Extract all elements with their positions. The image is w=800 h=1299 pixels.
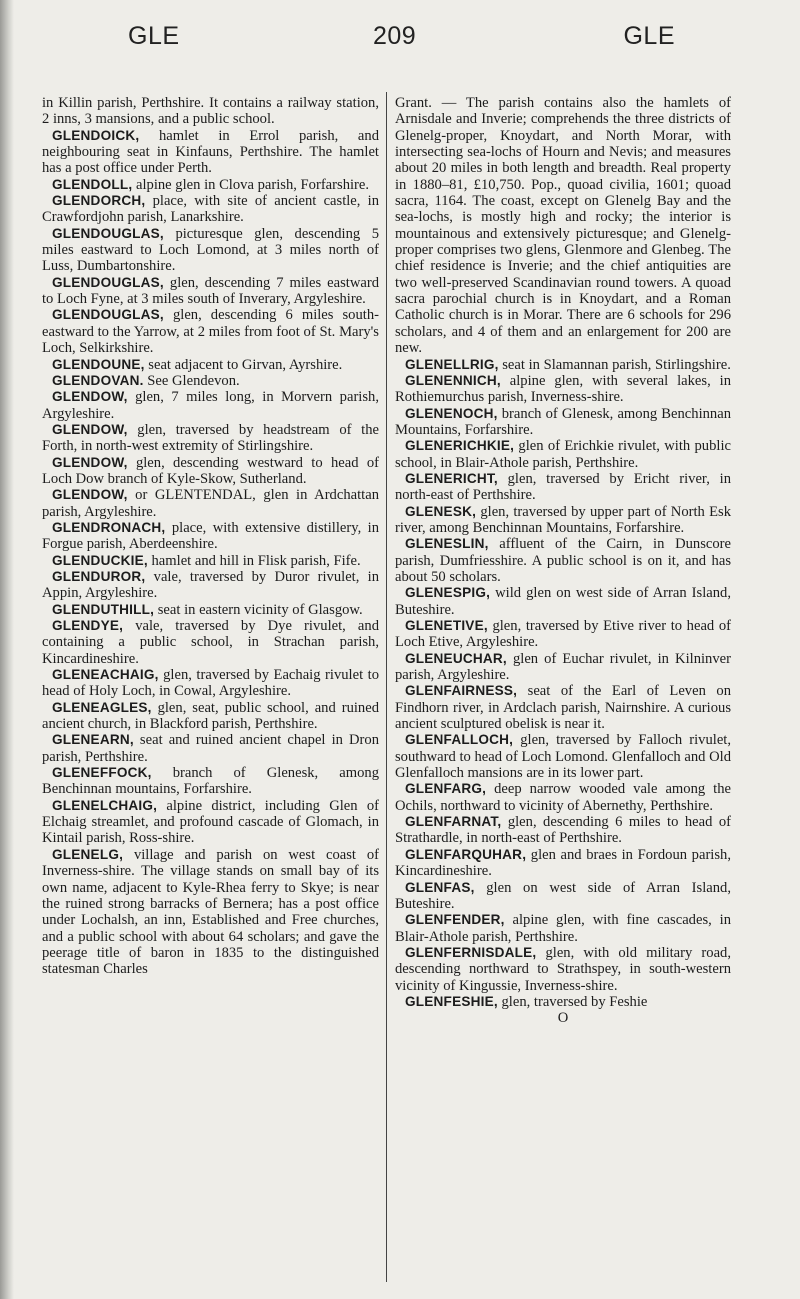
entry-text: branch of Glenesk, among Benchinnan mountains, Forfarshire.	[42, 765, 379, 798]
entry-text: glen, traversed by upper part of North Esk river, among Benchinnan Mountains, Forfarshire.	[395, 503, 731, 536]
entry-text: glen, traversed by headstream of the Forth, in north-west extremity of Stirlingshire.	[42, 421, 379, 455]
gazetteer-entry	[395, 95, 731, 357]
entry-text: seat and ruined ancient chapel in Dron parish, Perthshire.	[42, 732, 379, 765]
entry-headword: GLENEARN,	[52, 732, 134, 748]
entry-headword: GLENERICHT,	[405, 470, 498, 486]
entry-text: village and parish on west coast of Inverness-shire. The village stands on small bay of its own name, adjacent to Kyle-Rhea ferry to Skye; is near the ruined strong barracks of Bernera; has a post office under Lochalsh, an inn, Established and Free churches, and a public school with about 64 scholars; and gave the peerage title of baron in 1835 to the distinguished statesman Charles	[42, 846, 379, 978]
entry-text: wild glen on west side of Arran Island, Buteshire.	[395, 585, 731, 618]
gazetteer-entry	[395, 945, 731, 994]
entry-text: deep narrow wooded vale among the Ochils, northward to vicinity of Abernethy, Perthshire.	[395, 781, 731, 814]
entry-headword: GLENETIVE,	[405, 618, 488, 633]
entry-headword: GLENDOUGLAS,	[52, 274, 164, 290]
entry-headword: GLENFARNAT,	[405, 814, 502, 830]
entry-text: seat adjacent to Girvan, Ayrshire.	[144, 356, 343, 373]
entry-text: Grant. — The parish contains also the hamlets of Arnisdale and Inverie; comprehends the three districts of Glenelg-proper, Knoydart, and North Morar, with intersecting sea-lochs of Hourn and Nevis; and measures about 20 miles in both length and breadth. Real property in 1880–81, £10,750. Pop., quoad civilia, 1601; quoad sacra, 1164. The coast, except on Glenelg Bay and the sea-lochs, is mostly high and rocky; the interior is mountainous and extensively picturesque; and Glenelg-proper comprises two glens, Glenmore and Glenbeg. The chief residence is Inverie; and the chief antiquities are two well-preserved Scandinavian round towers. A quoad sacra parochial church is in Knoydart, and a Roman Catholic church is in Morar. There are 6 schools for 296 scholars, and 4 of them and an enlargement for 200 are new.	[395, 95, 731, 357]
entry-headword: GLENESLIN,	[405, 536, 489, 552]
gazetteer-entry	[42, 798, 379, 847]
entry-headword: GLENESPIG,	[405, 585, 491, 601]
right-column	[395, 95, 731, 1295]
entry-text: seat in eastern vicinity of Glasgow.	[154, 601, 363, 618]
entry-text: glen, traversed by Feshie	[497, 993, 648, 1010]
gazetteer-entry	[395, 814, 731, 847]
entry-headword: GLENFENDER,	[405, 912, 505, 928]
gazetteer-entry	[395, 504, 731, 537]
gazetteer-entry	[42, 732, 379, 765]
entry-text: or GLENTENDAL, glen in Ardchattan parish, Argyleshire.	[42, 487, 379, 520]
gazetteer-entry	[395, 406, 731, 439]
entry-headword: GLENENNICH,	[405, 372, 501, 388]
entry-headword: GLENELLRIG,	[405, 356, 499, 372]
gazetteer-entry	[42, 275, 379, 308]
entry-headword: GLENEACHAIG,	[52, 667, 159, 683]
gazetteer-entry	[395, 373, 731, 406]
entry-headword: GLENELG,	[52, 846, 124, 862]
gazetteer-entry	[395, 781, 731, 814]
entry-headword: GLENDUCKIE,	[52, 552, 148, 568]
gazetteer-entry	[395, 732, 731, 781]
entry-text: hamlet in Errol parish, and neighbouring seat in Kinfauns, Perthshire. The hamlet has a post office under Perth.	[42, 127, 379, 177]
header-left-guideword: GLE	[128, 22, 180, 50]
gazetteer-entry	[42, 553, 379, 569]
gazetteer-entry	[395, 847, 731, 880]
gazetteer-entry	[42, 618, 379, 667]
gazetteer-entry	[395, 912, 731, 945]
running-header	[40, 22, 775, 62]
gazetteer-entry	[395, 471, 731, 504]
entry-text: glen, descending 6 miles south-eastward to the Yarrow, at 2 miles from foot of St. Mary's Loch, Selkirkshire.	[42, 307, 379, 357]
gazetteer-entry	[42, 569, 379, 602]
gazetteer-entry	[42, 373, 379, 389]
entry-text: alpine district, including Glen of Elchaig streamlet, and profound cascade of Glomach, in Kintail parish, Ross-shire.	[42, 797, 379, 847]
entry-headword: GLENDUROR,	[52, 568, 146, 584]
gazetteer-entry	[395, 357, 731, 373]
entry-text: alpine glen, with several lakes, in Rothiemurchus parish, Inverness-shire.	[395, 372, 731, 406]
gazetteer-entry	[395, 880, 731, 913]
entry-text: in Killin parish, Perthshire. It contains a railway station, 2 inns, 3 mansions, and a public school.	[42, 95, 379, 128]
gazetteer-entry	[42, 95, 379, 128]
entry-headword: GLENEAGLES,	[52, 699, 152, 715]
entry-text: glen, 7 miles long, in Morvern parish, Argyleshire.	[42, 389, 379, 422]
gazetteer-entry	[395, 438, 731, 471]
gazetteer-entry	[395, 994, 731, 1010]
entry-text: glen, traversed by Eachaig rivulet to head of Holy Loch, in Cowal, Argyleshire.	[42, 667, 379, 700]
gazetteer-entry	[42, 455, 379, 488]
entry-text: branch of Glenesk, among Benchinnan Mountains, Forfarshire.	[395, 405, 731, 438]
header-right-guideword: GLE	[623, 22, 675, 50]
gazetteer-entry	[42, 307, 379, 356]
entry-text: glen, traversed by Ericht river, in north-east of Perthshire.	[395, 470, 731, 504]
entry-text: glen of Euchar rivulet, in Kilninver parish, Argyleshire.	[395, 650, 731, 684]
entry-headword: GLENDOLL,	[52, 176, 133, 192]
entry-text: glen on west side of Arran Island, Buteshire.	[395, 879, 731, 912]
entry-text: glen, traversed by Etive river to head of Loch Etive, Argyleshire.	[395, 618, 731, 651]
entry-headword: GLENEFFOCK,	[52, 765, 152, 781]
gazetteer-entry	[42, 847, 379, 978]
entry-headword: GLENFARQUHAR,	[405, 846, 527, 862]
entry-headword: GLENDOICK,	[52, 127, 140, 143]
entry-headword: GLENFALLOCH,	[405, 732, 514, 748]
entry-headword: GLENDYE,	[52, 618, 124, 633]
gazetteer-entry	[42, 177, 379, 193]
entry-headword: GLENFESHIE,	[405, 993, 498, 1009]
entry-headword: GLENEUCHAR,	[405, 650, 507, 666]
column-divider	[386, 92, 387, 1282]
gazetteer-entry	[42, 389, 379, 422]
entry-headword: GLENDOW,	[52, 421, 128, 437]
entry-headword: GLENDOW,	[52, 389, 128, 405]
entry-headword: GLENFAS,	[405, 879, 475, 895]
entry-headword: GLENFAIRNESS,	[405, 683, 518, 699]
gazetteer-entry	[42, 700, 379, 733]
entry-headword: GLENERICHKIE,	[405, 438, 515, 454]
entry-text: hamlet and hill in Flisk parish, Fife.	[147, 552, 361, 569]
entry-text: glen, descending westward to head of Loch Dow branch of Kyle-Skow, Sutherland.	[42, 454, 379, 487]
gazetteer-entry	[42, 193, 379, 226]
entry-text: alpine glen, with fine cascades, in Blair-Athole parish, Perthshire.	[395, 912, 731, 945]
entry-text: vale, traversed by Duror rivulet, in Appin, Argyleshire.	[42, 568, 379, 602]
entry-headword: GLENELCHAIG,	[52, 797, 158, 813]
entry-text: alpine glen in Clova parish, Forfarshire.	[132, 176, 370, 193]
entry-text: glen, descending 6 miles to head of Strathardle, in north-east of Perthshire.	[395, 814, 731, 847]
entry-text: seat of the Earl of Leven on Findhorn river, in Ardclach parish, Nairnshire. A curious ancient sculptured obelisk is near it.	[395, 683, 731, 733]
entry-text: glen, with old military road, descending northward to Strathspey, in south-western vicinity of Kingussie, Inverness-shire.	[395, 944, 731, 994]
left-column	[42, 95, 379, 1295]
entry-text: glen, traversed by Falloch rivulet, southward to head of Loch Lomond. Glenfalloch and Old Glenfalloch mansions are in its lower part.	[395, 732, 731, 782]
entry-headword: GLENFERNISDALE,	[405, 944, 537, 960]
entry-headword: GLENFARG,	[405, 781, 487, 797]
gazetteer-entry	[42, 602, 379, 618]
entry-headword: GLENDOW,	[52, 487, 128, 503]
entry-headword: GLENDOW,	[52, 454, 128, 470]
entry-headword: GLENENOCH,	[405, 405, 498, 421]
entry-text: glen, seat, public school, and ruined ancient church, in Blackford parish, Perthshire.	[42, 699, 379, 733]
gazetteer-entry	[395, 683, 731, 732]
gazetteer-entry	[42, 765, 379, 798]
entry-text: picturesque glen, descending 5 miles eastward to Loch Lomond, at 3 miles north of Luss, Dumbartonshire.	[42, 225, 379, 275]
gazetteer-entry	[395, 651, 731, 684]
gazetteer-entry	[42, 487, 379, 520]
page-number: 209	[373, 22, 417, 50]
entry-headword: GLENDOUNE,	[52, 356, 145, 372]
gazetteer-entry	[42, 667, 379, 700]
entry-headword: GLENDRONACH,	[52, 519, 166, 535]
entry-headword: GLENDOUGLAS,	[52, 225, 164, 241]
gazetteer-entry	[395, 618, 731, 651]
entry-text: vale, traversed by Dye rivulet, and containing a public school, in Strachan parish, Kincardineshire.	[42, 618, 379, 667]
gazetteer-entry	[395, 536, 731, 585]
entry-text: place, with extensive distillery, in Forgue parish, Aberdeenshire.	[42, 519, 379, 553]
gazetteer-entry	[42, 226, 379, 275]
signature-mark: O	[557, 1010, 569, 1027]
gazetteer-entry	[42, 422, 379, 455]
entry-text: glen of Erichkie rivulet, with public school, in Blair-Athole parish, Perthshire.	[395, 438, 731, 471]
entry-headword: GLENDUTHILL,	[52, 601, 155, 617]
gazetteer-entry	[42, 128, 379, 177]
entry-text: place, with site of ancient castle, in Crawfordjohn parish, Lanarkshire.	[42, 193, 379, 226]
gazetteer-entry	[42, 520, 379, 553]
gazetteer-entry	[395, 585, 731, 618]
entry-headword: GLENDOUGLAS,	[52, 307, 164, 323]
entry-headword: GLENESK,	[405, 503, 477, 519]
page-binding-shadow	[0, 0, 14, 1299]
gazetteer-entry	[42, 357, 379, 373]
entry-text: affluent of the Cairn, in Dunscore parish, Dumfriesshire. A public school is on it, and has about 50 scholars.	[395, 536, 731, 585]
entry-text: glen and braes in Fordoun parish, Kincardineshire.	[395, 846, 731, 880]
entry-text: seat in Slamannan parish, Stirlingshire.	[498, 356, 731, 373]
entry-text: See Glendevon.	[143, 372, 240, 389]
entry-text: glen, descending 7 miles eastward to Loch Fyne, at 3 miles south of Inverary, Argyleshire.	[42, 274, 379, 308]
entry-headword: GLENDOVAN.	[52, 372, 144, 388]
entry-headword: GLENDORCH,	[52, 193, 146, 209]
